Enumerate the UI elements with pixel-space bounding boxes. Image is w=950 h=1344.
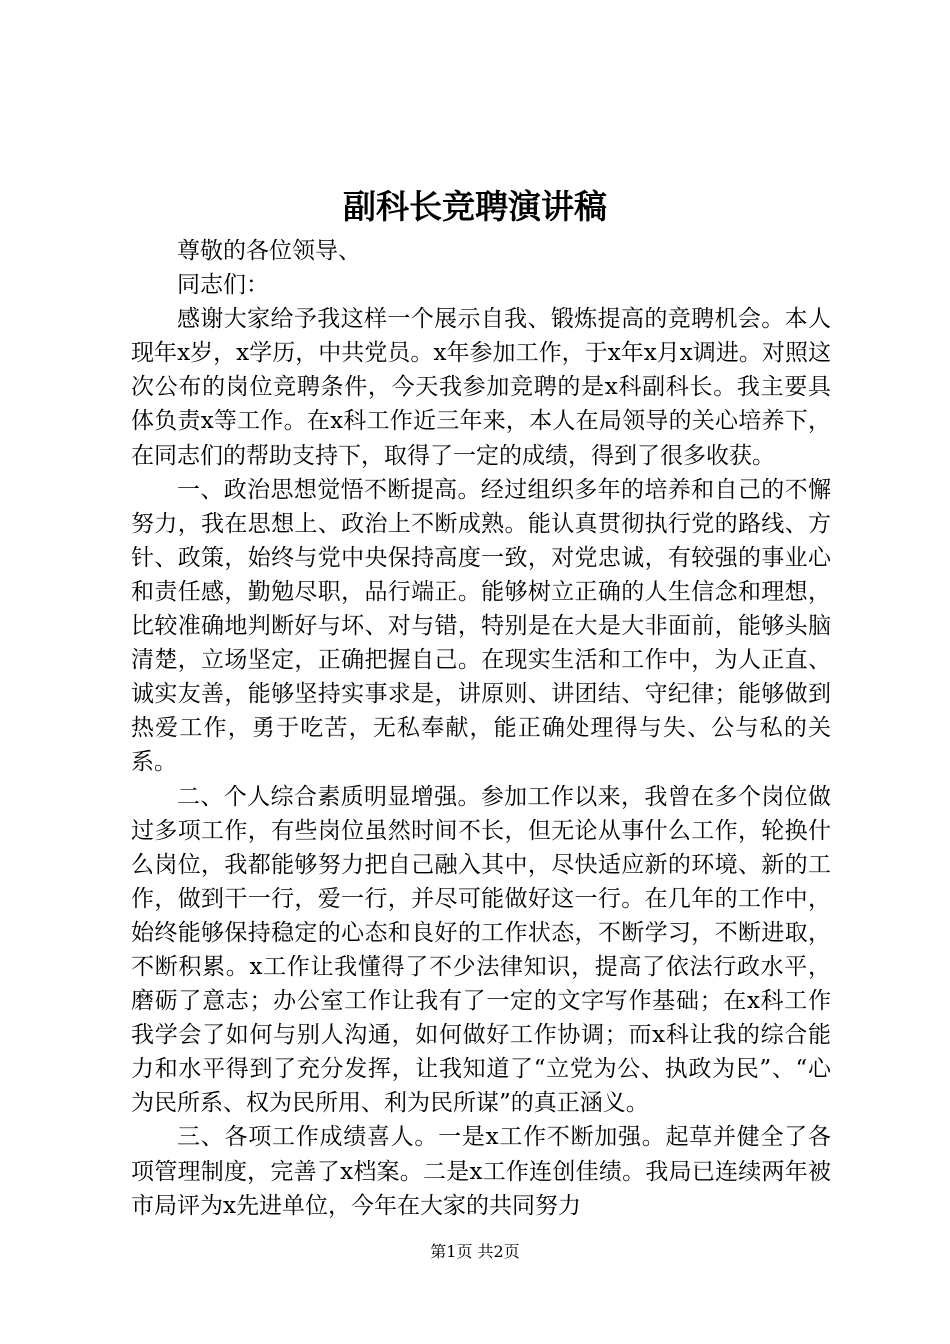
paragraph-political-thought: 一、政治思想觉悟不断提高。经过组织多年的培养和自己的不懈努力，我在思想上、政治上不断成熟。能认真贯彻执行党的路线、方针、政策，始终与党中央保持高度一致，对党忠诚，有较强的事业心和责任感，勤勉尽职，品行端正。能够树立正确的人生信念和理想，比较准确地判断好与坏、对与错，特别是在大是大非面前，能够头脑清楚，立场坚定，正确把握自己。在现实生活和工作中，为人正直、诚实友善，能够坚持实事求是，讲原则、讲团结、守纪律；能够做到热爱工作，勇于吃苦，无私奉献，能正确处理得与失、公与私的关系。 (131, 476, 831, 776)
document-body (131, 234, 831, 1223)
page-number-footer: 第1页 共2页 (430, 1242, 520, 1261)
salutation-line-2: 同志们： (177, 272, 269, 299)
salutation-line-1: 尊敬的各位领导、 (177, 238, 361, 264)
paragraph-introduction: 感谢大家给予我这样一个展示自我、锻炼提高的竞聘机会。本人现年x岁，x学历，中共党员。x年参加工作，于x年x月x调进。对照这次公布的岗位竞聘条件，今天我参加竞聘的是x科副科长。我主要具体负责x等工作。在x科工作近三年来，本人在局领导的关心培养下，在同志们的帮助支持下，取得了一定的成绩，得到了很多收获。 (131, 306, 831, 469)
document-title: 副科长竞聘演讲稿 (343, 187, 607, 226)
paragraph-personal-quality: 二、个人综合素质明显增强。参加工作以来，我曾在多个岗位做过多项工作，有些岗位虽然时间不长，但无论从事什么工作，轮换什么岗位，我都能够努力把自己融入其中，尽快适应新的环境、新的工作，做到干一行，爱一行，并尽可能做好这一行。在几年的工作中，始终能够保持稳定的心态和良好的工作状态，不断学习，不断进取，不断积累。x工作让我懂得了不少法律知识，提高了依法行政水平，磨砺了意志；办公室工作让我有了一定的文字写作基础；在x科工作我学会了如何与别人沟通，如何做好工作协调；而x科让我的综合能力和水平得到了充分发挥，让我知道了“立党为公、执政为民”、“心为民所系、权为民所用、利为民所谋”的真正涵义。 (131, 783, 831, 1117)
paragraph-work-achievements: 三、各项工作成绩喜人。一是x工作不断加强。起草并健全了各项管理制度，完善了x档案。二是x工作连创佳绩。我局已连续两年被市局评为x先进单位，今年在大家的共同努力 (131, 1124, 831, 1219)
